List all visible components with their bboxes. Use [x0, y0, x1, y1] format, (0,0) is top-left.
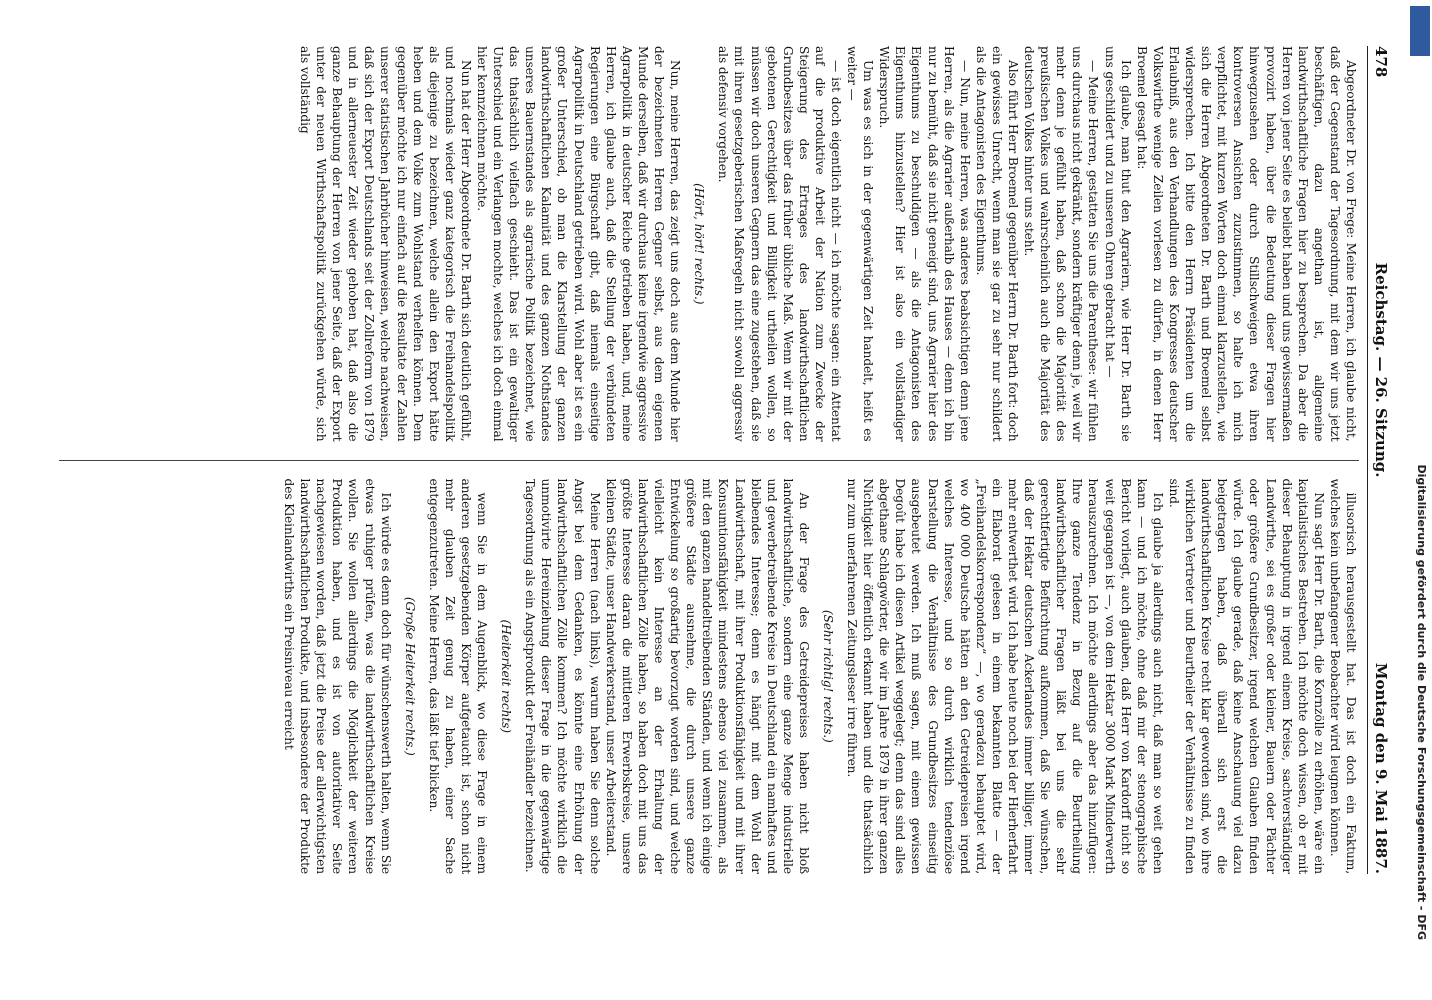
- session-title: Reichstag. — 26. Sitzung.: [1372, 262, 1390, 478]
- page-number: 478: [1372, 46, 1390, 78]
- interjection: (Große Heiterkeit rechts.): [402, 596, 417, 756]
- paragraph: — Meine Herren, gestatten Sie uns die Parenthese: wir fühlen uns durchaus nicht gekränkt, sondern kräftiger denn je, weil wir mehr denn je gefühlt haben, daß schon die Majorität des preußischen Volkes und wahrscheinlich auch die Majorität des deutschen Volkes hinter uns steht.: [1022, 46, 1101, 442]
- rotated-page: [0, 10, 1400, 910]
- interjection: (Heiterkeit rechts): [499, 619, 514, 733]
- interjection: (Sehr richtig! rechts.): [821, 609, 835, 743]
- interjection: (Hört, hört! rechts.): [692, 183, 707, 305]
- paragraph: Nun sagt Herr Dr. Barth, die Kornzölle zu erhöhen, wäre ein kapitalistisches Bestreben. Ich möchte doch wissen, ob er mit dieser Behauptung in irgend einem Kreise, sachverständiger Landwirthe, sei es großer oder kleiner, Bauern oder Pächter oder größere Grundbesitzer, irgend welchen Glauben finden würde. Ich glaube gerade, daß keine Anschauung viel dazu beigetragen haben, daß überall sich erst die landwirthschaftlichen Kreise recht klar geworden sind, wo ihre wirklichen Vertreter und Beurtheiler der Verhältnisse zu finden sind.: [1166, 478, 1326, 874]
- paragraph: wenn Sie in dem Augenblick, wo diese Frage in einem anderen gesetzgebenden Körper aufgetaucht ist, schon nicht mehr glauben Zeit genug zu haben, einer Sache entgegenzutreten. Meine Herren, das läßt tief blicken.: [426, 478, 490, 874]
- paragraph: — Nun, meine Herren, was anderes beabsichtigen denn jene Herren, als die Agrarier außerhalb des Hauses — denn ich bin nur zu bemüht, daß sie nicht geneigt sind, uns Agrarier hier des Eigenthums zu beschuldigen — als die Antagonisten des Eigenthums hinzustellen? Hier ist also ein vollständiger Widerspruch.: [877, 46, 972, 442]
- page-content: [20, 10, 1400, 910]
- column-divider: [59, 460, 1359, 461]
- paragraph: Nun hat der Herr Abgeordnete Dr. Barth sich deutlich gefühlt, und nochmals wieder ganz kategorisch die Freihandelspolitik als diejenige zu bezeichnen, welche allein den Export hätte heben und dem Volke zum Wohlstand verhelfen können. Dem gegenüber möchte ich nur einfach auf die Resultate der Zahlen unserer statistischen Jahrbücher hinweisen, welche nachweisen, daß sich der Export Deutschlands seit der Zollreform von 1879 und in allerneuester Zeit wieder gehoben hat, daß also die ganze Behauptung der Herren von jener Seite, daß der Export unter der neuen Wirthschaftspolitik zurückgehen würde, sich als vollständig: [298, 46, 473, 442]
- paragraph: An der Frage des Getreidepreises haben nicht bloß landwirthschaftliche, sondern eine ganze Menge industrielle und gewerbetreibende Kreise in Deutschland ein namhaftes und bleibendes Interesse; denn es hängt mit dem Wohl der Landwirthschaft, mit ihrer Produktionsfähigkeit und mit ihrer Konsumtionsfähigkeit mindestens ebenso viel zusammen, als mit den ganzen handeltreibenden Ständen, und wenn ich einige größere Städte ausnehme, die durch unsere ganze Entwickelung so großartig bevorzugt worden sind, und welche vielleicht kein Interesse an der Erhaltung der landwirthschaftlichen Zölle haben, so haben doch mit uns das größte Interesse daran die mittleren Erwerbskreise, unsere kleinen Städte, unser Handwerkerstand, unser Arbeiterstand.: [603, 478, 811, 874]
- paragraph: Also führt Herr Broemel gegenüber Herrn Dr. Barth fort: doch ein gewisses Unrecht, wenn man sie gar zu sehr nur schildert als die Antagonisten des Eigenthums.: [973, 46, 1021, 442]
- paragraph: illusorisch herausgestellt hat. Das ist doch ein Faktum, welches kein unbefangener Beobachter wird leugnen können.: [1327, 478, 1358, 874]
- left-column: [59, 46, 1359, 442]
- paragraph: Ich glaube ja allerdings auch nicht, daß man so weit gehen kann — und ich möchte, ohne daß mir der stenographische Bericht vorliegt, auch glauben, daß Herr von Kardorff nicht so weit gegangen ist —, von dem Hektar 3000 Mark Minderwerth herauszurechnen. Ich möchte allerdings aber das hinzufügen: Ihre ganze Tendenz in Bezug auf die Beurtheilung landwirthschaftlicher Fragen läßt bei uns die sehr gerechtfertigte Befürchtung aufkommen, daß Sie wünschen, daß der Hektar deutschen Ackerlandes immer billiger, immer mehr entwerthet wird. Ich habe heute noch bei der Hierherfahrt ein Elaborat gelesen in einem bekannten Blatte — der „Freihandelskorrespondenz“ —, wo geradezu behauptet wird, wo 400 000 Deutsche hätten an den Getreidepreisen irgend welches Interesse, und so durch wirklich tendenziöse Darstellung die Verhältnisse des Grundbesitzes einseitig ausgebeutet werden. Ich muß sagen, mit einem gewissen Degoût habe ich diesen Artikel weggelegt; denn das sind alles abgethane Schlagwörter, die wir im Jahre 1879 in ihrer ganzen Nichtigkeit hier öffentlich erkannt haben und die thatsächlich nur zum unerfahrenen Zeitungsleser irre führen.: [845, 478, 1165, 874]
- text-columns: [59, 40, 1359, 880]
- paragraph: Ich würde es denn doch für wünschenswerth halten, wenn Sie etwas ruhiger prüfen, was die landwirthschaftlichen Kreise wollen. Sie wollen allerdings die Möglichkeit der weiteren Produktion haben, und es ist von autoritativer Seite nachgewiesen worden, daß jetzt die Preise der allerwichtigsten landwirthschaftlichen Produkte, und insbesondere der Produkte des Kleinlandwirths ein Preisniveau erreicht: [282, 478, 393, 874]
- paragraph: — ist doch eigentlich nicht — ich möchte sagen: ein Attentat auf die produktive Arbeit der Nation zum Zwecke der Steigerung des Ertrages des landwirthschaftlichen Grundbesitzes über das früher übliche Maß. Wenn wir mit der gebotenen Gerechtigkeit und Billigkeit urtheilen wollen, so müssen wir doch unseren Gegnern das eine zugestehen, daß sie mit ihren gesetzgeberischen Maßregeln nicht sowohl aggressiv als defensiv vorgehen.: [716, 46, 843, 442]
- paragraph: Meine Herren (nach links), warum haben Sie denn solche Angst bei dem Gedanken, es könnte eine Erhöhung der landwirthschaftlichen Zölle kommen? Ich möchte wirklich die unmotivirte Hereinziehung dieser Frage in die gegenwärtige Tagesordnung als ein Angstprodukt der Freihändler bezeichnen.: [523, 478, 602, 874]
- session-date: Montag den 9. Mai 1887.: [1372, 662, 1390, 874]
- page-header: [1367, 46, 1390, 874]
- dfg-sidebar: [1408, 0, 1430, 1000]
- paragraph: Abgeordneter Dr. von Frege: Meine Herren, ich glaube nicht, daß der Gegenstand der Tagesordnung, mit dem wir uns jetzt beschäftigen, dazu angethan ist, allgemeine landwirthschaftliche Fragen hier zu besprechen. Da aber die Herren von jener Seite es beliebt haben und uns gewissermaßen provozirt haben, über die Bedeutung dieser Fragen hier hinwegzusehen oder durch Stillschweigen etwa ihren kontroversen Ansichten zuzustimmen, so halte ich mich verpflichtet, mit kurzen Worten doch einmal klarzustellen, wie sich die Herren Abgeordneten Dr. Barth und Broemel selbst widersprechen. Ich bitte den Herrn Präsidenten um die Erlaubniß, aus den Verhandlungen des Kongresses deutscher Volkswirthe wenige Zeilen vorlesen zu dürfen, in denen Herr Broemel gesagt hat:: [1134, 46, 1358, 442]
- right-column: [59, 479, 1359, 875]
- paragraph: Ich glaube, man thut den Agrariern, wie Herr Dr. Barth sie uns geschildert und zu unseren Ohren gebracht hat —: [1102, 46, 1133, 442]
- paragraph: Um was es sich in der gegenwärtigen Zeit handelt, heißt es weiter —: [845, 46, 876, 442]
- paragraph: Nun, meine Herren, das zeigt uns doch aus dem Munde hier der bezeichneten Herren Gegner selbst, aus dem eigenen Munde derselben, daß wir durchaus keine irgendwie aggressive Agrarpolitik in deutscher Reiche getrieben haben, und, meine Herren, ich glaube auch, daß die Stellung der verbündeten Regierungen eine Bürgschaft gibt, daß niemals einseitige Agrarpolitik in Deutschland getrieben wird. Wohl aber ist es ein großer Unterschied, ob man die Klarstellung der ganzen landwirthschaftlichen Kalamität und des ganzen Nothstandes unseres Bauernstandes als agrarische Politik bezeichnet, wie das thatsächlich vielfach geschieht. Das ist ein gewaltiger Unterschied und ein Verlangen mochte, welches ich doch einmal hier kennzeichnen möchte.: [475, 46, 683, 442]
- dfg-credit: Digitalisierung gefördert durch die Deutsche Forschungsgemeinschaft - DFG: [1415, 464, 1428, 940]
